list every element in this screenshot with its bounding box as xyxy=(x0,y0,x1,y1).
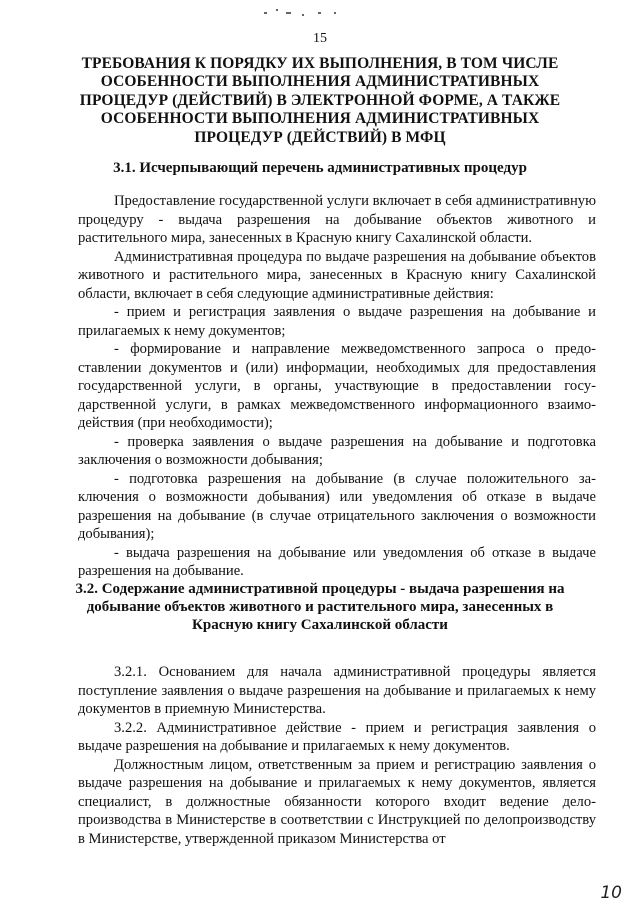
section-3-1-title: 3.1. Исчерпывающий перечень административных процедур xyxy=(113,160,527,176)
list-item: - формирование и направление межведомственного запроса о предоставлении документов и (или) информации, необходимых для предоставления государственной услуги, в органы, участвующие в предоставлении государственной услуги, в рамках межведомственного информационного взаимодействия (при необходимости); xyxy=(78,341,596,431)
section-3-1-body xyxy=(78,192,596,581)
main-heading: ТРЕБОВАНИЯ К ПОРЯДКУ ИХ ВЫПОЛНЕНИЯ, В ТОМ ЧИСЛЕ ОСОБЕННОСТИ ВЫПОЛНЕНИЯ АДМИНИСТРАТИВНЫХ ПРОЦЕДУР (ДЕЙСТВИЙ) В ЭЛЕКТРОННОЙ ФОРМЕ, А ТАКЖЕ ОСОБЕННОСТИ ВЫПОЛНЕНИЯ АДМИНИСТРАТИВНЫХ ПРОЦЕДУР (ДЕЙСТВИЙ) В МФЦ xyxy=(79,55,561,146)
section-3-2-body xyxy=(78,663,596,848)
paragraph: Предоставление государственной услуги включает в себя административную процедуру - выдача разрешения на добывание объектов животного и растительного мира, занесенных в Красную книгу Сахалинской области. xyxy=(78,193,596,246)
page-number: 15 xyxy=(313,31,327,46)
list-item: - подготовка разрешения на добывание (в случае положительного заключения о возможности добывания) или уведомления об отказе в выдаче разрешения на добывание (в случае отрицательного заключения о возможности добывания); xyxy=(78,470,596,542)
paragraph: Должностным лицом, ответственным за прием и регистрацию заявления о выдаче разрешения на добывание и прилагаемых к нему документов, является специалист, в должностные обязанности которого входит ведение делопроизводства в Министерстве в соответствии с Инструкцией по делопроизводству в Министерстве, утвержденной приказом Министерства от xyxy=(78,756,596,847)
paragraph: 3.2.2. Административное действие - прием и регистрация заявления о выдаче разрешения на добывание и прилагаемых к нему документов. xyxy=(78,719,596,754)
section-3-2-title: 3.2. Содержание административной процедуры - выдача разрешения на добывание объектов животного и растительного мира, занесенных в Красную книгу Сахалинской области xyxy=(75,581,565,634)
list-item: - проверка заявления о выдаче разрешения на добывание и подготовка заключения о возможности добывания; xyxy=(78,433,596,468)
handwritten-page-mark: 10 xyxy=(600,883,622,903)
paragraph: Административная процедура по выдаче разрешения на добывание объектов животного и растительного мира, занесенных в Красную книгу Сахалинской области, включает в себя следующие административные действия: xyxy=(78,248,596,302)
list-item: - прием и регистрация заявления о выдаче разрешения на добывание и прилагаемых к нему документов; xyxy=(78,304,596,339)
scan-artifact-marks xyxy=(262,8,342,18)
list-item: - выдача разрешения на добывание или уведомления об отказе в выдаче разрешения на добывание. xyxy=(78,544,596,579)
paragraph: 3.2.1. Основанием для начала административной процедуры является поступление заявления о выдаче разрешения на добывание и прилагаемых к нему документов в приемную Министерства. xyxy=(78,664,596,717)
